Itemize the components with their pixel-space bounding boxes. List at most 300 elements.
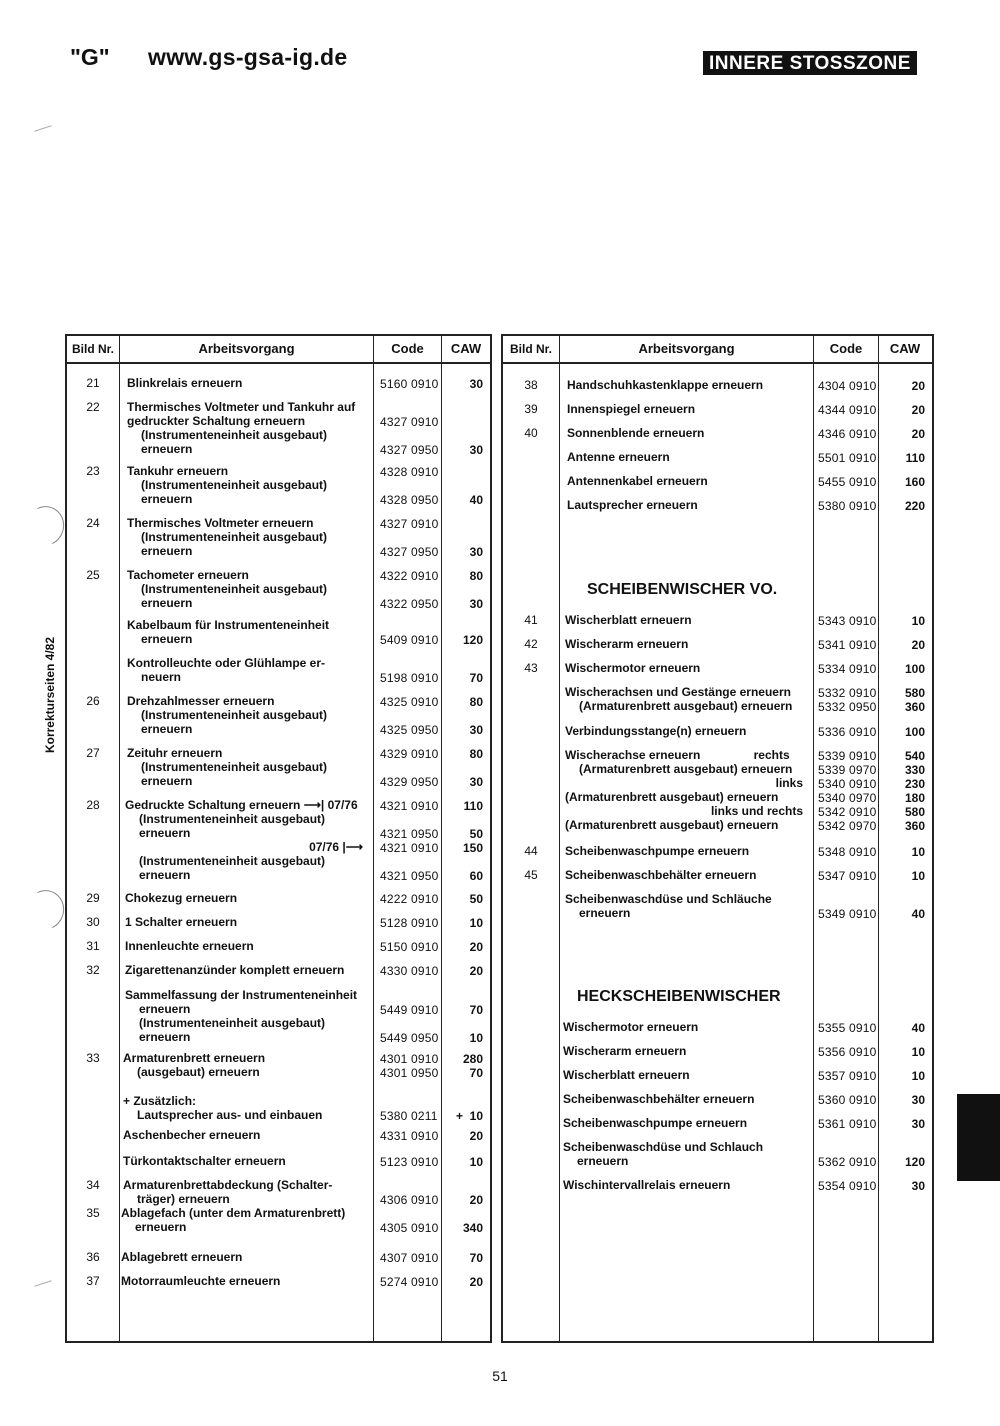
caw-cell: 20 bbox=[469, 1129, 483, 1143]
code-cell: 5128 0910 bbox=[380, 916, 439, 930]
code-cell: 4301 0950 bbox=[380, 1066, 439, 1080]
caw-cell: 340 bbox=[462, 1221, 483, 1235]
description-line: Ablagebrett erneuern bbox=[121, 1250, 243, 1264]
description-line: neuern bbox=[141, 670, 182, 684]
description-line: Scheibenwaschdüse und Schläuche bbox=[565, 892, 772, 906]
row-number: 37 bbox=[86, 1274, 100, 1288]
code-cell: 5150 0910 bbox=[380, 940, 439, 954]
code-cell: 5409 0910 bbox=[380, 633, 439, 647]
caw-cell: 10 bbox=[911, 845, 925, 859]
caw-cell: 10 bbox=[911, 614, 925, 628]
table-row bbox=[503, 402, 932, 417]
caw-cell: 100 bbox=[904, 725, 925, 739]
code-cell: 5342 0970 bbox=[818, 819, 877, 833]
code-cell: 5360 0910 bbox=[818, 1093, 877, 1107]
table-row bbox=[503, 1044, 932, 1059]
description-line: (Instrumenteneinheit ausgebaut) bbox=[141, 708, 328, 722]
row-number: 26 bbox=[86, 694, 100, 708]
row-number: 38 bbox=[524, 378, 538, 392]
table-row bbox=[67, 988, 490, 1045]
description-line: Antenne erneuern bbox=[567, 450, 670, 464]
caw-cell: 70 bbox=[469, 1251, 483, 1265]
description-line: 07/76 |⟶ bbox=[309, 840, 363, 854]
row-number: 25 bbox=[86, 568, 100, 582]
operation-description bbox=[567, 474, 708, 488]
code-cell: 4322 0910 bbox=[380, 569, 439, 583]
description-line: (Armaturenbrett ausgebaut) erneuern bbox=[579, 762, 793, 776]
description-line: Tankuhr erneuern bbox=[127, 464, 229, 478]
description-line: Sammelfassung der Instrumenteneinheit bbox=[125, 988, 358, 1002]
description-line: erneuern bbox=[135, 1220, 187, 1234]
table-row bbox=[67, 694, 490, 737]
code-cell: 4328 0950 bbox=[380, 493, 439, 507]
description-line: Wischerachse erneuern rechts bbox=[565, 748, 790, 762]
table-row bbox=[67, 516, 490, 559]
col-code-header: Code bbox=[391, 341, 424, 356]
operation-description bbox=[121, 1274, 280, 1288]
operation-description bbox=[127, 656, 325, 684]
caw-cell: 330 bbox=[904, 763, 925, 777]
description-line: Blinkrelais erneuern bbox=[127, 376, 243, 390]
description-line: erneuern bbox=[141, 492, 193, 506]
operation-description bbox=[127, 618, 329, 646]
description-line: Thermisches Voltmeter und Tankuhr auf bbox=[127, 400, 356, 414]
description-line: links bbox=[775, 776, 803, 790]
code-cell: 4329 0910 bbox=[380, 747, 439, 761]
table-row bbox=[503, 1116, 932, 1131]
section-heading-wischer-vo: SCHEIBENWISCHER VO. bbox=[587, 581, 778, 598]
operation-description bbox=[127, 516, 327, 558]
row-number: 43 bbox=[524, 661, 538, 675]
description-line: Scheibenwaschbehälter erneuern bbox=[565, 868, 757, 882]
operation-description bbox=[127, 376, 242, 390]
table-row bbox=[67, 963, 490, 978]
caw-cell: 110 bbox=[905, 451, 925, 465]
code-cell: 4327 0910 bbox=[380, 415, 439, 429]
caw-cell: 30 bbox=[911, 1179, 925, 1193]
operation-description bbox=[121, 1250, 242, 1264]
caw-cell: 30 bbox=[911, 1117, 925, 1131]
code-cell: 4325 0910 bbox=[380, 695, 439, 709]
code-cell: 4346 0910 bbox=[818, 427, 877, 441]
caw-cell: 110 bbox=[463, 799, 483, 813]
description-line: Innenleuchte erneuern bbox=[125, 939, 254, 953]
table-row bbox=[503, 613, 932, 628]
table-header bbox=[503, 336, 932, 364]
code-cell: 5339 0910 bbox=[818, 749, 877, 763]
description-line: Kabelbaum für Instrumenteneinheit bbox=[127, 618, 330, 632]
operation-description bbox=[123, 1128, 260, 1142]
code-cell: 4331 0910 bbox=[380, 1129, 439, 1143]
caw-cell: 230 bbox=[904, 777, 925, 791]
description-line: Scheibenwaschdüse und Schlauch bbox=[563, 1140, 764, 1154]
table-row bbox=[67, 939, 490, 954]
caw-cell: 220 bbox=[904, 499, 925, 513]
operation-description bbox=[123, 1178, 332, 1206]
table-row bbox=[67, 1206, 490, 1235]
row-number: 22 bbox=[86, 400, 100, 414]
row-number: 39 bbox=[524, 402, 538, 416]
col-code-header: Code bbox=[829, 341, 863, 356]
row-number: 32 bbox=[86, 963, 100, 977]
operation-description bbox=[125, 798, 363, 882]
description-line: (Instrumenteneinheit ausgebaut) bbox=[139, 854, 326, 868]
code-cell: 4327 0950 bbox=[380, 545, 439, 559]
description-line: träger) erneuern bbox=[137, 1192, 230, 1206]
operation-description bbox=[127, 400, 355, 456]
row-number: 27 bbox=[86, 746, 100, 760]
table-row bbox=[503, 498, 932, 513]
table-row bbox=[67, 1128, 490, 1143]
code-cell: 5357 0910 bbox=[818, 1069, 877, 1083]
description-line: links und rechts bbox=[710, 804, 803, 818]
description-line: erneuern bbox=[141, 442, 193, 456]
punch-hole-mark bbox=[20, 885, 69, 936]
table-row bbox=[503, 1020, 932, 1035]
code-cell: 5332 0910 bbox=[818, 686, 877, 700]
code-cell: 5354 0910 bbox=[818, 1179, 877, 1193]
operation-description bbox=[567, 498, 698, 512]
table-row bbox=[503, 1092, 932, 1107]
code-cell: 5356 0910 bbox=[818, 1045, 877, 1059]
description-line: (Instrumenteneinheit ausgebaut) bbox=[141, 582, 328, 596]
caw-cell: 20 bbox=[469, 964, 483, 978]
description-line: erneuern bbox=[139, 868, 191, 882]
table-row bbox=[67, 798, 490, 883]
col-nr-header: Bild Nr. bbox=[509, 342, 552, 356]
table-row bbox=[503, 1068, 932, 1083]
code-cell: 4325 0950 bbox=[380, 723, 439, 737]
operation-description bbox=[567, 378, 763, 392]
code-cell: 5349 0910 bbox=[818, 907, 877, 921]
description-line: Scheibenwaschpumpe erneuern bbox=[565, 844, 750, 858]
code-cell: 4307 0910 bbox=[380, 1251, 439, 1265]
table-row bbox=[67, 746, 490, 789]
caw-cell: 70 bbox=[469, 1003, 483, 1017]
caw-cell: 120 bbox=[462, 633, 483, 647]
caw-cell: 580 bbox=[904, 686, 925, 700]
code-cell: 4321 0950 bbox=[380, 869, 439, 883]
table-row bbox=[67, 1274, 490, 1289]
description-line: gedruckter Schaltung erneuern bbox=[127, 414, 306, 428]
caw-cell: 70 bbox=[469, 671, 483, 685]
operation-description bbox=[123, 1094, 322, 1122]
table-row bbox=[67, 1051, 490, 1080]
code-cell: 5339 0970 bbox=[818, 763, 877, 777]
caw-cell: 30 bbox=[469, 775, 483, 789]
operation-description bbox=[565, 685, 792, 713]
description-line: Wischermotor erneuern bbox=[565, 661, 701, 675]
description-line: erneuern bbox=[139, 826, 191, 840]
caw-cell: 30 bbox=[469, 723, 483, 737]
col-caw-header: CAW bbox=[889, 341, 921, 356]
table-row bbox=[503, 637, 932, 652]
code-cell: 5501 0910 bbox=[818, 451, 877, 465]
caw-cell: 70 bbox=[469, 1066, 483, 1080]
table-row bbox=[67, 464, 490, 507]
code-cell: 4321 0910 bbox=[380, 799, 439, 813]
caw-cell: 20 bbox=[469, 1275, 483, 1289]
manual-label: "G" bbox=[70, 44, 110, 70]
page-number: 51 bbox=[492, 1368, 508, 1384]
code-cell: 5455 0910 bbox=[818, 475, 877, 489]
operation-description bbox=[125, 988, 357, 1044]
description-line: Innenspiegel erneuern bbox=[567, 402, 696, 416]
description-line: Lautsprecher erneuern bbox=[567, 498, 698, 512]
description-line: erneuern bbox=[139, 1002, 191, 1016]
description-line: Wischermotor erneuern bbox=[563, 1020, 699, 1034]
description-line: (Instrumenteneinheit ausgebaut) bbox=[141, 428, 328, 442]
code-cell: 4222 0910 bbox=[380, 892, 439, 906]
scan-mark bbox=[34, 1280, 51, 1287]
caw-cell: 40 bbox=[911, 907, 925, 921]
operation-description bbox=[567, 402, 695, 416]
caw-cell: 30 bbox=[469, 597, 483, 611]
description-line: Thermisches Voltmeter erneuern bbox=[127, 516, 314, 530]
code-cell: 5355 0910 bbox=[818, 1021, 877, 1035]
table-row bbox=[67, 656, 490, 685]
col-nr-header: Bild Nr. bbox=[71, 342, 114, 356]
caw-cell: 10 bbox=[911, 869, 925, 883]
operation-description bbox=[565, 613, 692, 627]
table-header bbox=[67, 336, 490, 364]
row-number: 31 bbox=[86, 939, 100, 953]
punch-hole-mark bbox=[20, 501, 69, 552]
description-line: Wischerarm erneuern bbox=[565, 637, 689, 651]
table-row bbox=[503, 844, 932, 859]
operation-description bbox=[125, 915, 237, 929]
caw-cell: 20 bbox=[911, 427, 925, 441]
table-row bbox=[67, 400, 490, 457]
table-row bbox=[67, 891, 490, 906]
caw-cell: 30 bbox=[911, 1093, 925, 1107]
description-line: Drehzahlmesser erneuern bbox=[127, 694, 275, 708]
table-row bbox=[67, 1250, 490, 1265]
operation-description bbox=[565, 637, 688, 651]
operation-description bbox=[567, 426, 704, 440]
table-row bbox=[67, 618, 490, 647]
code-cell: 5341 0910 bbox=[818, 638, 877, 652]
table-row bbox=[503, 748, 932, 833]
right-operations-table bbox=[501, 334, 934, 1343]
description-line: Wischerblatt erneuern bbox=[565, 613, 692, 627]
left-operations-table bbox=[65, 334, 492, 1343]
caw-cell: 540 bbox=[904, 749, 925, 763]
code-cell: 4301 0910 bbox=[380, 1052, 439, 1066]
scan-mark bbox=[34, 125, 51, 132]
description-line: Gedruckte Schaltung erneuern ⟶| 07/76 bbox=[125, 798, 358, 812]
website-url: www.gs-gsa-ig.de bbox=[148, 44, 348, 70]
code-cell: 5332 0950 bbox=[818, 700, 877, 714]
operation-description bbox=[563, 1044, 686, 1058]
description-line: Armaturenbrettabdeckung (Schalter- bbox=[123, 1178, 333, 1192]
code-cell: 4306 0910 bbox=[380, 1193, 439, 1207]
code-cell: 4329 0950 bbox=[380, 775, 439, 789]
description-line: Wischerachsen und Gestänge erneuern bbox=[565, 685, 791, 699]
row-number: 34 bbox=[86, 1178, 100, 1192]
description-line: (Armaturenbrett ausgebaut) erneuern bbox=[565, 790, 779, 804]
code-cell: 5274 0910 bbox=[380, 1275, 439, 1289]
description-line: erneuern bbox=[141, 722, 193, 736]
description-line: Ablagefach (unter dem Armaturenbrett) bbox=[121, 1206, 346, 1220]
table-row bbox=[503, 892, 932, 921]
description-line: (Instrumenteneinheit ausgebaut) bbox=[139, 1016, 326, 1030]
operation-description bbox=[123, 1154, 286, 1168]
code-cell: 5123 0910 bbox=[380, 1155, 439, 1169]
section-heading-heckwischer: HECKSCHEIBENWISCHER bbox=[577, 988, 781, 1005]
description-line: erneuern bbox=[139, 1030, 191, 1044]
description-line: Zigarettenanzünder komplett erneuern bbox=[125, 963, 345, 977]
operation-description bbox=[125, 939, 254, 953]
sidebar-note: Korrekturseiten 4/82 bbox=[43, 636, 57, 754]
caw-cell: 80 bbox=[469, 747, 483, 761]
caw-cell: 10 bbox=[469, 1031, 483, 1045]
col-caw-header: CAW bbox=[450, 341, 482, 356]
code-cell: 5160 0910 bbox=[380, 377, 439, 391]
table-row bbox=[503, 450, 932, 465]
caw-cell: 20 bbox=[469, 940, 483, 954]
description-line: Wischerblatt erneuern bbox=[563, 1068, 690, 1082]
operation-description bbox=[121, 1206, 345, 1234]
caw-cell: 50 bbox=[469, 892, 483, 906]
description-line: erneuern bbox=[577, 1154, 629, 1168]
description-line: Antennenkabel erneuern bbox=[567, 474, 708, 488]
caw-cell: 10 bbox=[911, 1069, 925, 1083]
code-cell: 4321 0910 bbox=[380, 841, 439, 855]
description-line: Handschuhkastenklappe erneuern bbox=[567, 378, 764, 392]
operation-description bbox=[565, 724, 746, 738]
operation-description bbox=[125, 891, 237, 905]
row-number: 28 bbox=[86, 798, 100, 812]
code-cell: 4328 0910 bbox=[380, 465, 439, 479]
table-row bbox=[503, 426, 932, 441]
code-cell: 5343 0910 bbox=[818, 614, 877, 628]
description-line: Wischintervallrelais erneuern bbox=[563, 1178, 731, 1192]
code-cell: 5361 0910 bbox=[818, 1117, 877, 1131]
caw-cell: 120 bbox=[904, 1155, 925, 1169]
row-number: 40 bbox=[524, 426, 538, 440]
caw-cell: 80 bbox=[469, 569, 483, 583]
row-number: 33 bbox=[86, 1051, 100, 1065]
row-number: 42 bbox=[524, 637, 538, 651]
table-row bbox=[67, 376, 490, 391]
description-line: (Instrumenteneinheit ausgebaut) bbox=[139, 812, 326, 826]
caw-cell: 30 bbox=[469, 377, 483, 391]
description-line: erneuern bbox=[579, 906, 631, 920]
operation-description bbox=[563, 1020, 698, 1034]
description-line: (Instrumenteneinheit ausgebaut) bbox=[141, 760, 328, 774]
operation-description bbox=[127, 464, 327, 506]
table-row bbox=[67, 1094, 490, 1123]
code-cell: 4327 0950 bbox=[380, 443, 439, 457]
code-cell: 5380 0910 bbox=[818, 499, 877, 513]
code-cell: 4330 0910 bbox=[380, 964, 439, 978]
table-row bbox=[503, 1178, 932, 1193]
operation-description bbox=[563, 1116, 747, 1130]
caw-cell: 280 bbox=[462, 1052, 483, 1066]
description-line: Sonnenblende erneuern bbox=[567, 426, 705, 440]
row-number: 41 bbox=[524, 613, 538, 627]
table-row bbox=[503, 724, 932, 739]
section-title: INNERE STOSSZONE bbox=[703, 51, 917, 75]
description-line: Lautsprecher aus- und einbauen bbox=[137, 1108, 323, 1122]
description-line: Scheibenwaschpumpe erneuern bbox=[563, 1116, 748, 1130]
table-row bbox=[67, 568, 490, 611]
code-cell: 5449 0910 bbox=[380, 1003, 439, 1017]
operation-description bbox=[565, 892, 772, 920]
description-line: (Armaturenbrett ausgebaut) erneuern bbox=[579, 699, 793, 713]
caw-cell: + 10 bbox=[455, 1109, 483, 1123]
code-cell: 5340 0970 bbox=[818, 791, 877, 805]
caw-cell: 30 bbox=[469, 545, 483, 559]
table-row bbox=[503, 685, 932, 714]
description-line: Wischerarm erneuern bbox=[563, 1044, 687, 1058]
caw-cell: 10 bbox=[469, 1155, 483, 1169]
table-row bbox=[503, 661, 932, 676]
caw-cell: 60 bbox=[469, 869, 483, 883]
description-line: Kontrolleuchte oder Glühlampe er- bbox=[127, 656, 326, 670]
caw-cell: 360 bbox=[904, 700, 925, 714]
description-line: Verbindungsstange(n) erneuern bbox=[565, 724, 747, 738]
row-number: 29 bbox=[86, 891, 100, 905]
table-row bbox=[503, 1140, 932, 1169]
caw-cell: 10 bbox=[469, 916, 483, 930]
description-line: (Instrumenteneinheit ausgebaut) bbox=[141, 530, 328, 544]
caw-cell: 40 bbox=[911, 1021, 925, 1035]
code-cell: 5347 0910 bbox=[818, 869, 877, 883]
code-cell: 5340 0910 bbox=[818, 777, 877, 791]
caw-cell: 20 bbox=[469, 1193, 483, 1207]
description-line: 1 Schalter erneuern bbox=[125, 915, 238, 929]
caw-cell: 100 bbox=[904, 662, 925, 676]
table-row bbox=[503, 474, 932, 489]
col-desc-header: Arbeitsvorgang bbox=[198, 341, 295, 356]
table-row bbox=[503, 378, 932, 393]
code-cell: 5336 0910 bbox=[818, 725, 877, 739]
table-row bbox=[67, 1178, 490, 1207]
col-desc-header: Arbeitsvorgang bbox=[638, 341, 735, 356]
description-line: (ausgebaut) erneuern bbox=[137, 1065, 260, 1079]
caw-cell: 360 bbox=[904, 819, 925, 833]
caw-cell: 160 bbox=[904, 475, 925, 489]
caw-cell: 50 bbox=[469, 827, 483, 841]
description-line: Tachometer erneuern bbox=[127, 568, 249, 582]
row-number: 35 bbox=[86, 1206, 100, 1220]
operation-description bbox=[127, 568, 327, 610]
description-line: erneuern bbox=[141, 632, 193, 646]
code-cell: 4304 0910 bbox=[818, 379, 877, 393]
row-number: 44 bbox=[524, 844, 538, 858]
description-line: (Armaturenbrett ausgebaut) erneuern bbox=[565, 818, 779, 832]
caw-cell: 40 bbox=[469, 493, 483, 507]
code-cell: 4305 0910 bbox=[380, 1221, 439, 1235]
operation-description bbox=[563, 1178, 730, 1192]
description-line: Aschenbecher erneuern bbox=[123, 1128, 261, 1142]
operation-description bbox=[563, 1140, 763, 1168]
code-cell: 5362 0910 bbox=[818, 1155, 877, 1169]
caw-cell: 80 bbox=[469, 695, 483, 709]
caw-cell: 20 bbox=[911, 403, 925, 417]
code-cell: 4327 0910 bbox=[380, 517, 439, 531]
description-line: Türkontaktschalter erneuern bbox=[123, 1154, 286, 1168]
row-number: 21 bbox=[86, 376, 100, 390]
code-cell: 5380 0211 bbox=[380, 1109, 438, 1123]
description-line: erneuern bbox=[141, 596, 193, 610]
caw-cell: 150 bbox=[462, 841, 483, 855]
table-row bbox=[67, 1154, 490, 1169]
operation-description bbox=[125, 963, 344, 977]
operation-description bbox=[565, 868, 756, 882]
